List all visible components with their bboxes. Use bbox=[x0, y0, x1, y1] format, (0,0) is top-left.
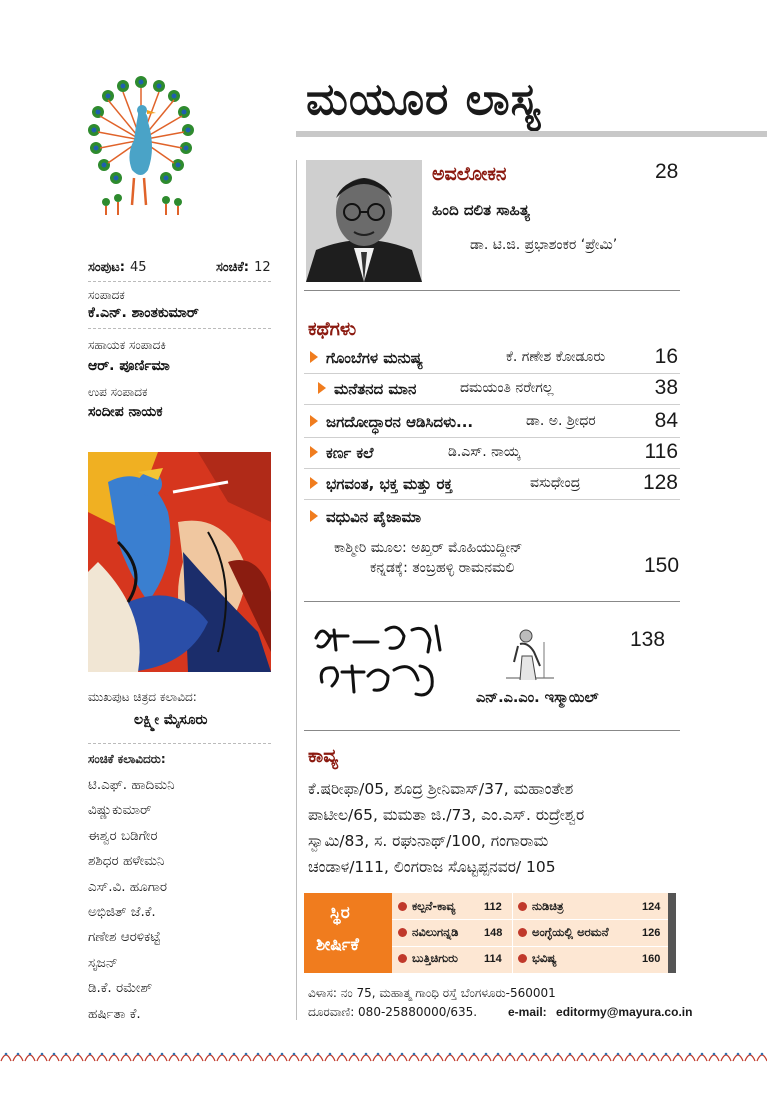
regular-column-name: ಭವಿಷ್ಯ bbox=[532, 951, 557, 965]
regular-column-item[interactable] bbox=[398, 899, 455, 914]
arrow-right-icon bbox=[310, 351, 318, 363]
story-page: 84 bbox=[654, 409, 678, 432]
story-item[interactable] bbox=[304, 471, 680, 500]
divider bbox=[88, 281, 271, 282]
divider bbox=[88, 328, 271, 329]
regular-column-page: 160 bbox=[642, 953, 661, 965]
story-page: 16 bbox=[654, 345, 678, 368]
bullet-icon bbox=[398, 902, 407, 911]
regular-label-1: ಸ್ಥಿರ bbox=[330, 903, 350, 923]
story-author: ವಸುಧೇಂದ್ರ bbox=[530, 475, 581, 491]
bullet-icon bbox=[518, 928, 527, 937]
divider bbox=[304, 290, 680, 291]
decorative-border bbox=[0, 1048, 767, 1062]
bullet-icon bbox=[398, 954, 407, 963]
cover-artist-name: ಲಕ್ಷ್ಮೀ ಮೈಸೂರು bbox=[134, 712, 208, 728]
regular-column-name: ನುಡಿಚಿತ್ರ bbox=[532, 899, 564, 913]
arrow-right-icon bbox=[310, 477, 318, 489]
arrow-right-icon bbox=[318, 382, 326, 394]
regular-column-name: ಬುತ್ತಿಚಿಗುರು bbox=[412, 951, 458, 965]
column-divider bbox=[296, 160, 297, 1020]
story-title: ಕರ್ಣ ಕಲೆ bbox=[326, 444, 374, 462]
story-item[interactable] bbox=[304, 440, 680, 469]
regular-columns-label bbox=[304, 893, 392, 973]
address: ವಿಳಾಸ: ನಂ 75, ಮಹಾತ್ಮ ಗಾಂಧಿ ರಸ್ತೆ ಬೆಂಗಳೂರು-560001 bbox=[308, 986, 556, 1000]
divider bbox=[88, 743, 271, 744]
story-title: ಜಗದೋದ್ಧಾರನ ಆಡಿಸಿದಳು... bbox=[326, 413, 474, 431]
avalokana-author: ಡಾ. ಟಿ.ಜಿ. ಪ್ರಭಾಶಂಕರ ‘ಪ್ರೇಮಿ’ bbox=[470, 237, 618, 253]
regular-column-item[interactable] bbox=[398, 951, 458, 966]
translation-kannada: ಕನ್ನಡಕ್ಕೆ: ತಂಬ್ರಹಳ್ಳಿ ರಾಮನಮಲಿ bbox=[370, 560, 515, 576]
email-line bbox=[508, 1005, 692, 1019]
sketch-illustration bbox=[500, 622, 560, 684]
regular-columns-box bbox=[304, 893, 668, 973]
story-author: ಡಿ.ಎಸ್. ನಾಯ್ಕ bbox=[448, 444, 521, 460]
avalokana-heading: ಅವಲೋಕನ bbox=[432, 163, 507, 185]
email-label: e-mail: bbox=[508, 1005, 547, 1019]
bullet-icon bbox=[398, 928, 407, 937]
divider bbox=[304, 730, 680, 731]
artists-list bbox=[88, 773, 175, 1027]
divider bbox=[392, 919, 668, 920]
phone: ದೂರವಾಣಿ: 080-25880000/635. bbox=[308, 1005, 478, 1019]
talkies-logo bbox=[308, 616, 458, 712]
arrow-right-icon bbox=[310, 510, 318, 522]
regular-column-name: ಕಲ್ಪನೆ-ಕಾವ್ಯ bbox=[412, 899, 456, 913]
regular-label-2: ಶೀರ್ಷಿಕೆ bbox=[316, 935, 359, 955]
arrow-right-icon bbox=[310, 446, 318, 458]
avalokana-page: 28 bbox=[655, 160, 679, 183]
divider bbox=[512, 893, 513, 973]
cover-painting bbox=[88, 452, 271, 672]
cover-artist-label: ಮುಖಪುಟ ಚಿತ್ರದ ಕಲಾವಿದ: bbox=[88, 690, 197, 704]
artist-name: ಅಭಿಜಿತ್ ಜೆ.ಕೆ. bbox=[88, 904, 156, 921]
artist-name: ಶಶಿಧರ ಹಳೇಮನಿ bbox=[88, 853, 165, 870]
ambedkar-photo bbox=[306, 160, 422, 282]
editor-role: ಸಂಪಾದಕ bbox=[88, 288, 125, 302]
regular-column-item[interactable] bbox=[518, 951, 557, 966]
poetry-line: ಸ್ವಾಮಿ/83, ಸ. ರಘುನಾಥ್/100, ಗಂಗಾರಾಮ bbox=[308, 832, 549, 850]
regular-column-page: 126 bbox=[642, 927, 661, 939]
story-author: ಡಾ. ಅ. ಶ್ರೀಧರ bbox=[526, 413, 596, 429]
artists-label: ಸಂಚಿಕೆ ಕಲಾವಿದರು: bbox=[88, 752, 166, 766]
volume-label: ಸಂಪುಟ: bbox=[88, 260, 125, 275]
regular-column-item[interactable] bbox=[518, 925, 609, 940]
poetry-list bbox=[308, 776, 688, 880]
divider bbox=[304, 601, 680, 602]
poetry-heading: ಕಾವ್ಯ bbox=[308, 745, 339, 767]
box-shadow-bar bbox=[668, 893, 676, 973]
sub-editor-role: ಉಪ ಸಂಪಾದಕ bbox=[88, 385, 148, 399]
bullet-icon bbox=[518, 954, 527, 963]
translation-page: 150 bbox=[644, 554, 680, 577]
artist-name: ಈಶ್ವರ ಬಡಿಗೇರ bbox=[88, 827, 158, 844]
story-item[interactable] bbox=[304, 409, 680, 438]
email-link[interactable]: editormy@mayura.co.in bbox=[556, 1005, 693, 1019]
assistant-editor-name: ಆರ್. ಪೂರ್ಣಿಮಾ bbox=[88, 358, 170, 374]
story-title: ವಧುವಿನ ಪೈಜಾಮಾ bbox=[326, 508, 421, 526]
talkies-author: ಎನ್.ಎ.ಎಂ. ಇಸ್ಮಾಯಿಲ್ bbox=[476, 690, 599, 706]
poetry-line: ಪಾಟೀಲ/65, ಮಮತಾ ಜಿ./73, ಎಂ.ಎಸ್. ರುದ್ರೇಶ್ವರ bbox=[308, 806, 585, 824]
regular-column-page: 114 bbox=[484, 953, 502, 965]
editor-name: ಕೆ.ಎನ್. ಶಾಂತಕುಮಾರ್ bbox=[88, 305, 199, 321]
artist-name: ಡಿ.ಕೆ. ರಮೇಶ್ bbox=[88, 980, 153, 997]
sub-editor-name: ಸಂದೀಪ ನಾಯಕ bbox=[88, 404, 163, 420]
artist-name: ಹರ್ಷಿತಾ ಕೆ. bbox=[88, 1005, 141, 1022]
artist-name: ಟಿ.ಎಫ್. ಹಾದಿಮನಿ bbox=[88, 777, 175, 793]
poetry-line: ಕೆ.ಷರೀಫಾ/05, ಶೂದ್ರ ಶ್ರೀನಿವಾಸ್/37, ಮಹಾಂತೇಶ bbox=[308, 780, 574, 798]
artist-name: ವಿಷ್ಣುಕುಮಾರ್ bbox=[88, 802, 152, 819]
story-item[interactable] bbox=[304, 345, 680, 374]
issue-number: 12 bbox=[254, 260, 271, 275]
regular-column-item[interactable] bbox=[518, 899, 564, 914]
stories-heading: ಕಥೆಗಳು bbox=[308, 318, 357, 340]
avalokana-title: ಹಿಂದಿ ದಲಿತ ಸಾಹಿತ್ಯ bbox=[432, 201, 530, 219]
issue-info bbox=[88, 256, 278, 274]
poetry-line: ಚಂಡಾಳ/111, ಲಿಂಗರಾಜ ಸೊಟ್ಟಪ್ಪನವರ/ 105 bbox=[308, 858, 556, 876]
talkies-page: 138 bbox=[630, 628, 666, 651]
artist-name: ಎಸ್.ವಿ. ಹೂಗಾರ bbox=[88, 878, 167, 895]
arrow-right-icon bbox=[310, 415, 318, 427]
artist-name: ಗಣೇಶ ಆರಳಿಕಟ್ಟೆ bbox=[88, 929, 161, 946]
regular-column-page: 112 bbox=[484, 901, 502, 913]
masthead-title: ಮಯೂರ ಲಾಸ್ಯ bbox=[306, 74, 542, 125]
story-title: ಮನೆತನದ ಮಾನ bbox=[334, 380, 417, 398]
regular-column-page: 148 bbox=[484, 927, 503, 939]
regular-column-name: ನವಿಲುಗನ್ನಡಿ bbox=[412, 925, 459, 939]
story-title: ಭಗವಂತ, ಭಕ್ತ ಮತ್ತು ರಕ್ತ bbox=[326, 475, 453, 493]
bullet-icon bbox=[518, 902, 527, 911]
peacock-logo bbox=[86, 70, 196, 220]
assistant-editor-role: ಸಹಾಯಕ ಸಂಪಾದಕಿ bbox=[88, 338, 166, 352]
masthead-rule bbox=[296, 131, 767, 137]
story-page: 38 bbox=[654, 376, 678, 399]
story-item[interactable] bbox=[304, 504, 680, 532]
translation-original: ಕಾಶ್ಮೀರಿ ಮೂಲ: ಅಖ್ತರ್ ಮೊಹಿಯುದ್ದೀನ್ bbox=[334, 540, 523, 556]
story-item[interactable] bbox=[304, 376, 680, 405]
story-title: ಗೊಂಬೆಗಳ ಮನುಷ್ಯ bbox=[326, 349, 423, 367]
story-author: ದಮಯಂತಿ ನರೇಗಲ್ಲ bbox=[460, 380, 554, 396]
regular-column-page: 124 bbox=[642, 901, 661, 913]
number-label: ಸಂಚಿಕೆ: bbox=[216, 260, 249, 275]
story-author: ಕೆ. ಗಣೇಶ ಕೋಡೂರು bbox=[506, 349, 606, 365]
story-page: 116 bbox=[644, 440, 678, 463]
story-page: 128 bbox=[642, 471, 678, 494]
regular-column-name: ಅಂಗ್ಳೆಯಲ್ಲಿ ಅರಮನೆ bbox=[532, 925, 609, 939]
volume-number: 45 bbox=[130, 260, 147, 275]
artist-name: ಸೃಜನ್ bbox=[88, 954, 118, 971]
divider bbox=[392, 946, 668, 947]
regular-column-item[interactable] bbox=[398, 925, 458, 940]
